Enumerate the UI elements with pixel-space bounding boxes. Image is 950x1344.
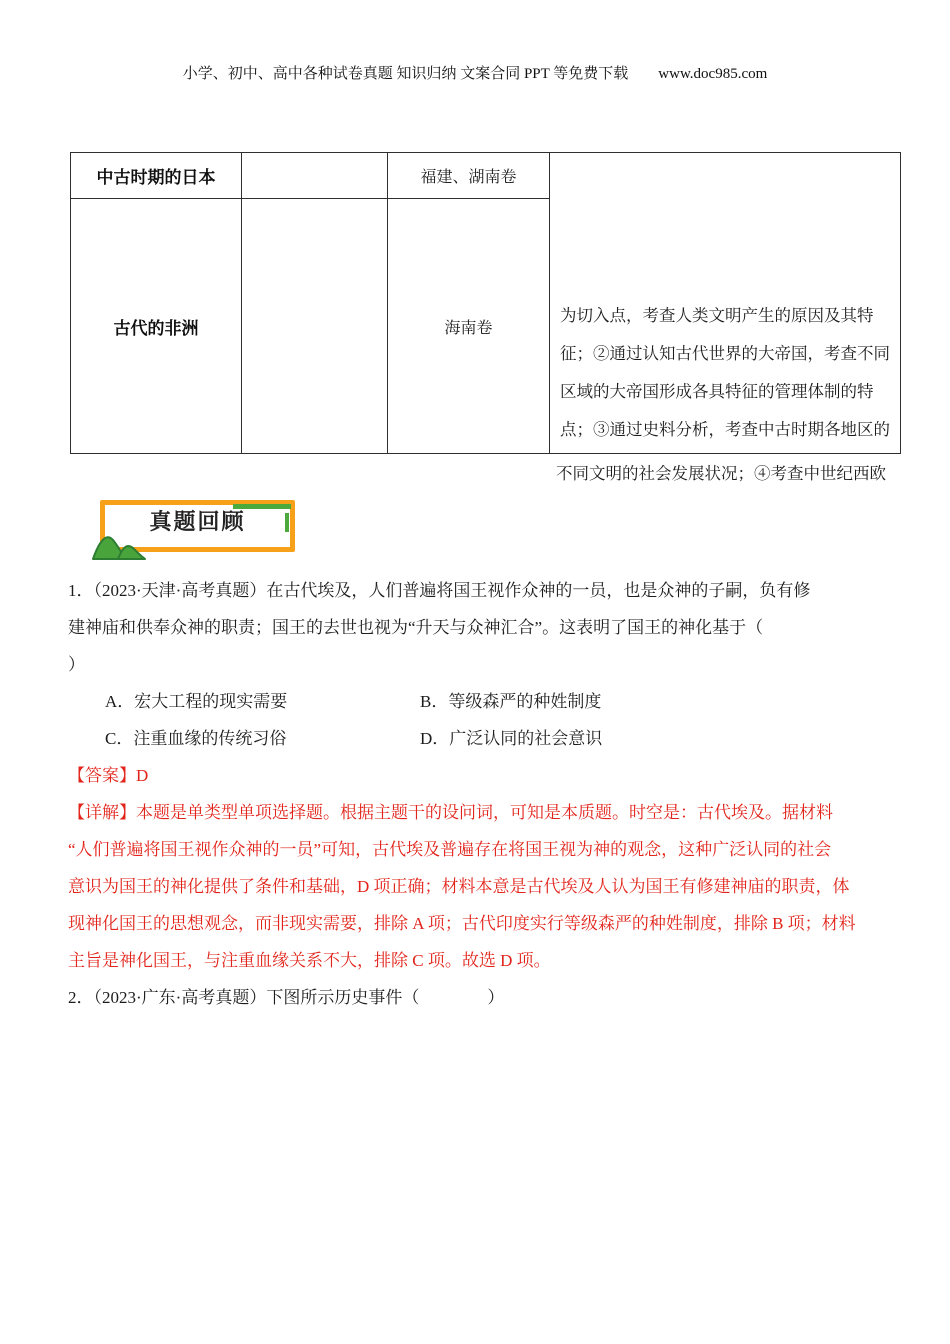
analysis-line: 征；②通过认知古代世界的大帝国，考查不同: [560, 344, 890, 363]
option-d: D．广泛认同的社会意识: [420, 729, 603, 748]
q1-explanation-line: “人们普遍将国王视作众神的一员”可知，古代埃及普遍存在将国王视为神的观念，这种广泛认同的社会: [68, 840, 832, 859]
topic-cell-africa: 古代的非洲: [71, 199, 242, 454]
analysis-line: 区域的大帝国形成各具特征的管理体制的特: [560, 382, 874, 401]
topic-cell-japan: 中古时期的日本: [71, 153, 242, 199]
analysis-cell: [550, 153, 901, 454]
option-c: C．注重血缘的传统习俗: [105, 729, 287, 748]
section-badge-zhenti-huigu: [100, 500, 295, 552]
q1-explanation-line: 【详解】本题是单类型单项选择题。根据主题干的设问词，可知是本质题。时空是：古代埃及。据材料: [68, 803, 833, 822]
table-row: [71, 153, 901, 199]
q1-stem-line: 1．（2023·天津·高考真题）在古代埃及，人们普遍将国王视作众神的一员，也是众神的子嗣，负有修: [68, 581, 811, 600]
q1-stem-line: ）: [68, 655, 85, 674]
questions-content: [68, 572, 890, 1016]
empty-cell: [242, 153, 388, 199]
site-header-text: 小学、初中、高中各种试卷真题 知识归纳 文案合同 PPT 等免费下载 www.doc985.com: [182, 66, 768, 82]
q1-options-row: [68, 720, 890, 757]
q1-stem-line: 建神庙和供奉众神的职责；国王的去世也视为“升天与众神汇合”。这表明了国王的神化基于（: [68, 618, 764, 637]
mountains-icon: [91, 529, 151, 560]
empty-cell: [242, 199, 388, 454]
option-a: A．宏大工程的现实需要: [105, 692, 288, 711]
q1-answer: 【答案】D: [68, 766, 149, 785]
paper-cell-africa: 海南卷: [388, 199, 550, 454]
option-b: B．等级森严的种姓制度: [420, 692, 602, 711]
q1-explanation-line: 意识为国王的神化提供了条件和基础，D 项正确；材料本意是古代埃及人认为国王有修建神庙的职责，体: [68, 877, 850, 896]
analysis-line: 点；③通过史料分析，考查中古时期各地区的: [560, 420, 890, 439]
analysis-line: 为切入点，考查人类文明产生的原因及其特: [560, 306, 874, 325]
q1-explanation-line: 主旨是神化国王，与注重血缘关系不大，排除 C 项。故选 D 项。: [68, 951, 551, 970]
analysis-overflow-line: 不同文明的社会发展状况；④考查中世纪西欧: [556, 464, 886, 483]
q1-options-row: [68, 683, 890, 720]
q2-stem-line: 2．（2023·广东·高考真题）下图所示历史事件（ ）: [68, 988, 505, 1007]
paper-cell-japan: 福建、湖南卷: [388, 153, 550, 199]
exam-summary-table: [70, 152, 901, 454]
badge-label: 真题回顾: [149, 509, 246, 534]
q1-explanation-line: 现神化国王的思想观念，而非现实需要，排除 A 项；古代印度实行等级森严的种姓制度，排除 B 项；材料: [68, 914, 856, 933]
